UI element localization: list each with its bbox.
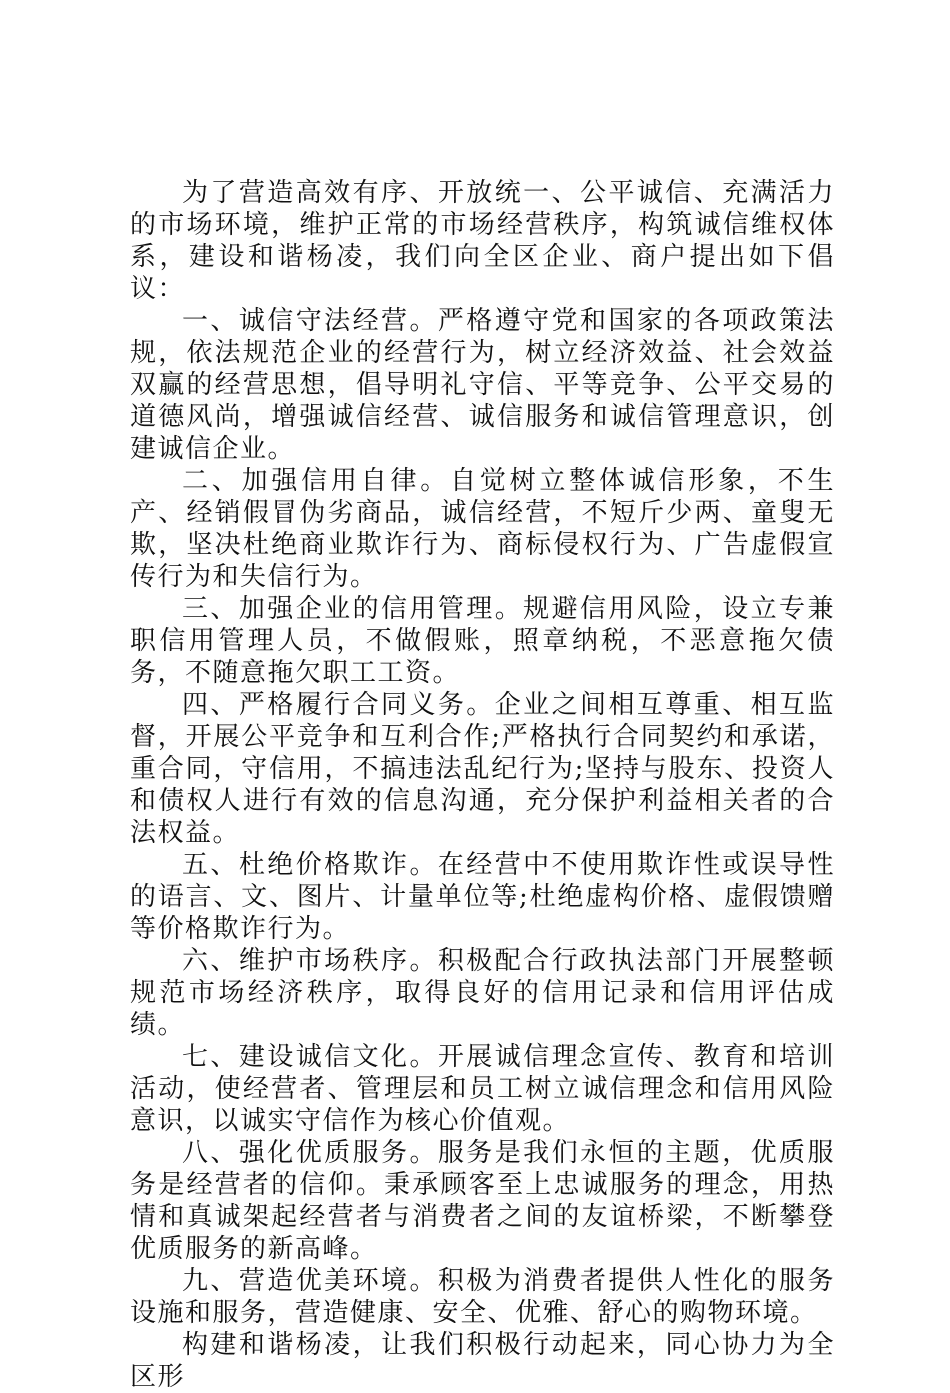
paragraph-item-4: 四、严格履行合同义务。企业之间相互尊重、相互监督，开展公平竞争和互利合作;严格执行合同契约和承诺，重合同，守信用，不搞违法乱纪行为;坚持与股东、投资人和债权人进行有效的信息沟通，充分保护利益相关者的合法权益。 xyxy=(130,690,835,848)
paragraph-item-7: 七、建设诚信文化。开展诚信理念宣传、教育和培训活动，使经营者、管理层和员工树立诚信理念和信用风险意识，以诚实守信作为核心价值观。 xyxy=(130,1042,835,1136)
paragraph-closing: 构建和谐杨凌，让我们积极行动起来，同心协力为全区形 xyxy=(130,1330,835,1392)
paragraph-item-6: 六、维护市场秩序。积极配合行政执法部门开展整顿规范市场经济秩序，取得良好的信用记录和信用评估成绩。 xyxy=(130,946,835,1040)
document-body xyxy=(130,177,835,1393)
paragraph-item-2: 二、加强信用自律。自觉树立整体诚信形象，不生产、经销假冒伪劣商品，诚信经营，不短斤少两、童叟无欺，坚决杜绝商业欺诈行为、商标侵权行为、广告虚假宣传行为和失信行为。 xyxy=(130,466,835,592)
paragraph-intro: 为了营造高效有序、开放统一、公平诚信、充满活力的市场环境，维护正常的市场经营秩序，构筑诚信维权体系，建设和谐杨凌，我们向全区企业、商户提出如下倡议： xyxy=(130,178,835,304)
paragraph-item-8: 八、强化优质服务。服务是我们永恒的主题，优质服务是经营者的信仰。秉承顾客至上忠诚服务的理念，用热情和真诚架起经营者与消费者之间的友谊桥梁，不断攀登优质服务的新高峰。 xyxy=(130,1138,835,1264)
paragraph-item-1: 一、诚信守法经营。严格遵守党和国家的各项政策法规，依法规范企业的经营行为，树立经济效益、社会效益双赢的经营思想，倡导明礼守信、平等竞争、公平交易的道德风尚，增强诚信经营、诚信服务和诚信管理意识，创建诚信企业。 xyxy=(130,306,835,464)
paragraph-item-9: 九、营造优美环境。积极为消费者提供人性化的服务设施和服务，营造健康、安全、优雅、舒心的购物环境。 xyxy=(130,1266,835,1328)
paragraph-item-5: 五、杜绝价格欺诈。在经营中不使用欺诈性或误导性的语言、文、图片、计量单位等;杜绝虚构价格、虚假馈赠等价格欺诈行为。 xyxy=(130,850,835,944)
paragraph-item-3: 三、加强企业的信用管理。规避信用风险，设立专兼职信用管理人员，不做假账，照章纳税，不恶意拖欠债务，不随意拖欠职工工资。 xyxy=(130,594,835,688)
